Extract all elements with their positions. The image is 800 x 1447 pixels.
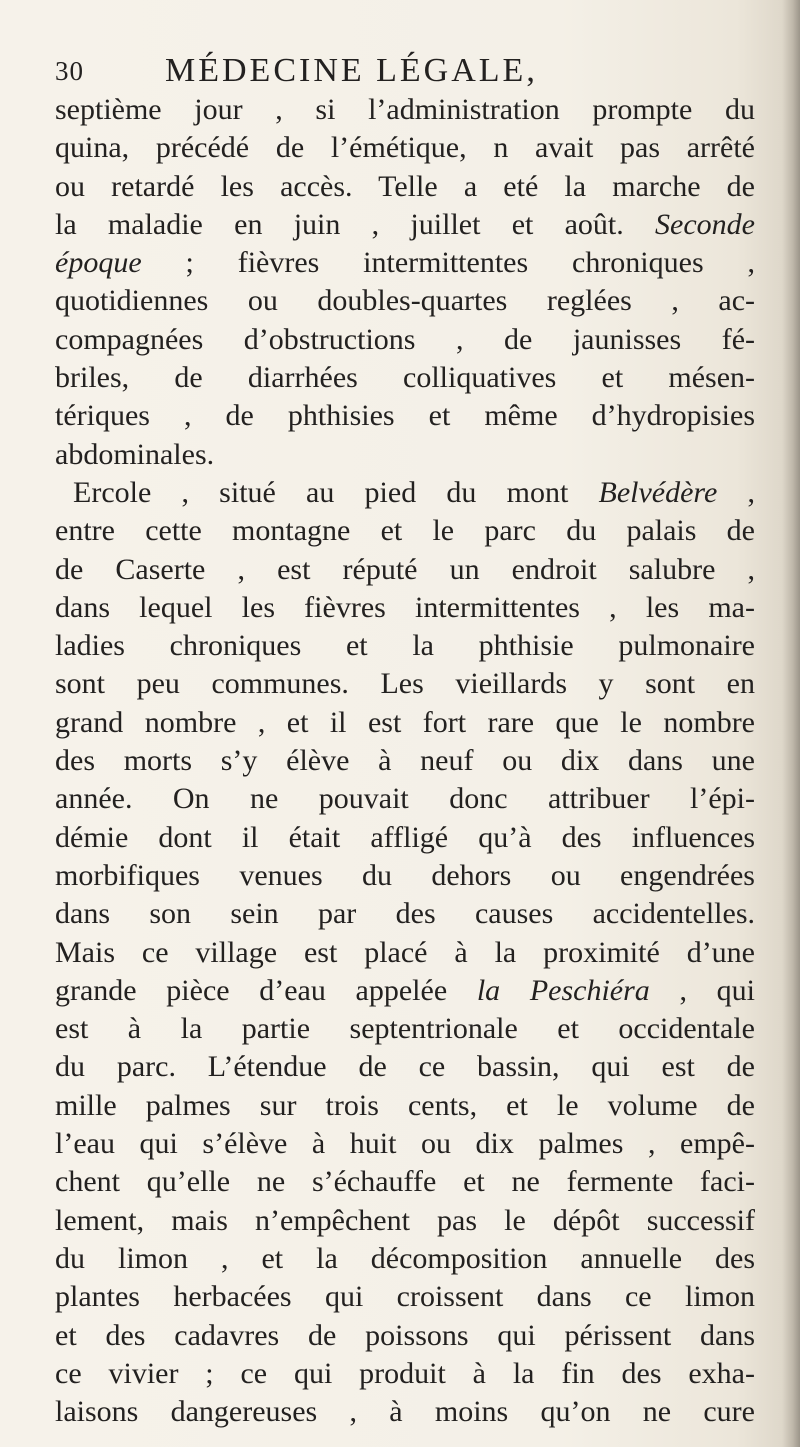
running-header — [55, 52, 755, 92]
text-line: laisons dangereuses , à moins qu’on ne cure — [55, 1395, 755, 1429]
text-line: dans lequel les fièvres intermittentes , les ma- — [55, 590, 755, 624]
text-line: mille palmes sur trois cents, et le volume de — [55, 1088, 755, 1122]
text-line: quina, précédé de l’émétique, n avait pas arrêté — [55, 131, 755, 165]
text-line: chent qu’elle ne s’échauffe et ne fermente faci- — [55, 1165, 755, 1199]
text-line: de Caserte , est réputé un endroit salubre , — [55, 552, 755, 586]
text-line: du parc. L’étendue de ce bassin, qui est de — [55, 1050, 755, 1084]
text-line: l’eau qui s’élève à huit ou dix palmes , empê- — [55, 1127, 755, 1161]
text-line: sont peu communes. Les vieillards y sont en — [55, 667, 755, 701]
text-line: du limon , et la décomposition annuelle des — [55, 1241, 755, 1275]
running-title: MÉDECINE LÉGALE, — [165, 52, 538, 89]
text-line: abdominales. — [55, 437, 215, 471]
text-line: compagnées d’obstructions , de jaunisses fé- — [55, 322, 755, 356]
page-edge-shadow — [782, 0, 800, 1447]
text-line: Mais ce village est placé à la proximité d’une — [55, 935, 755, 969]
text-line: dans son sein par des causes accidentelles. — [55, 897, 755, 931]
text-line: année. On ne pouvait donc attribuer l’épi- — [55, 782, 755, 816]
body-text — [55, 91, 755, 1431]
text-line: quotidiennes ou doubles-quartes reglées , ac- — [55, 284, 755, 318]
text-line: septième jour , si l’administration prompte du — [55, 93, 755, 126]
text-line: époque ; fièvres intermittentes chroniques , — [55, 246, 755, 280]
text-line: tériques , de phthisies et même d’hydropisies — [55, 399, 755, 433]
text-line: est à la partie septentrionale et occidentale — [55, 1012, 755, 1046]
text-line: ou retardé les accès. Telle a eté la marche de — [55, 169, 755, 203]
text-line: démie dont il était affligé qu’à des influences — [55, 820, 755, 854]
text-line: grande pièce d’eau appelée la Peschiéra , qui — [55, 973, 755, 1007]
text-line: lement, mais n’empêchent pas le dépôt successif — [55, 1203, 755, 1237]
text-line: briles, de diarrhées colliquatives et mésen- — [55, 361, 755, 395]
text-line: grand nombre , et il est fort rare que le nombre — [55, 705, 755, 739]
text-line: ladies chroniques et la phthisie pulmonaire — [55, 629, 755, 663]
text-line: entre cette montagne et le parc du palais de — [55, 514, 755, 548]
text-line: ce vivier ; ce qui produit à la fin des exha- — [55, 1356, 755, 1390]
text-line: et des cadavres de poissons qui périssent dans — [55, 1318, 755, 1352]
text-line: des morts s’y élève à neuf ou dix dans une — [55, 744, 755, 778]
page-number: 30 — [55, 56, 84, 86]
text-line: morbifiques venues du dehors ou engendrées — [55, 858, 755, 892]
text-line: plantes herbacées qui croissent dans ce limon — [55, 1280, 755, 1314]
text-line: la maladie en juin , juillet et août. Seconde — [55, 207, 755, 241]
text-line: Ercole , situé au pied du mont Belvédère , — [73, 475, 756, 509]
